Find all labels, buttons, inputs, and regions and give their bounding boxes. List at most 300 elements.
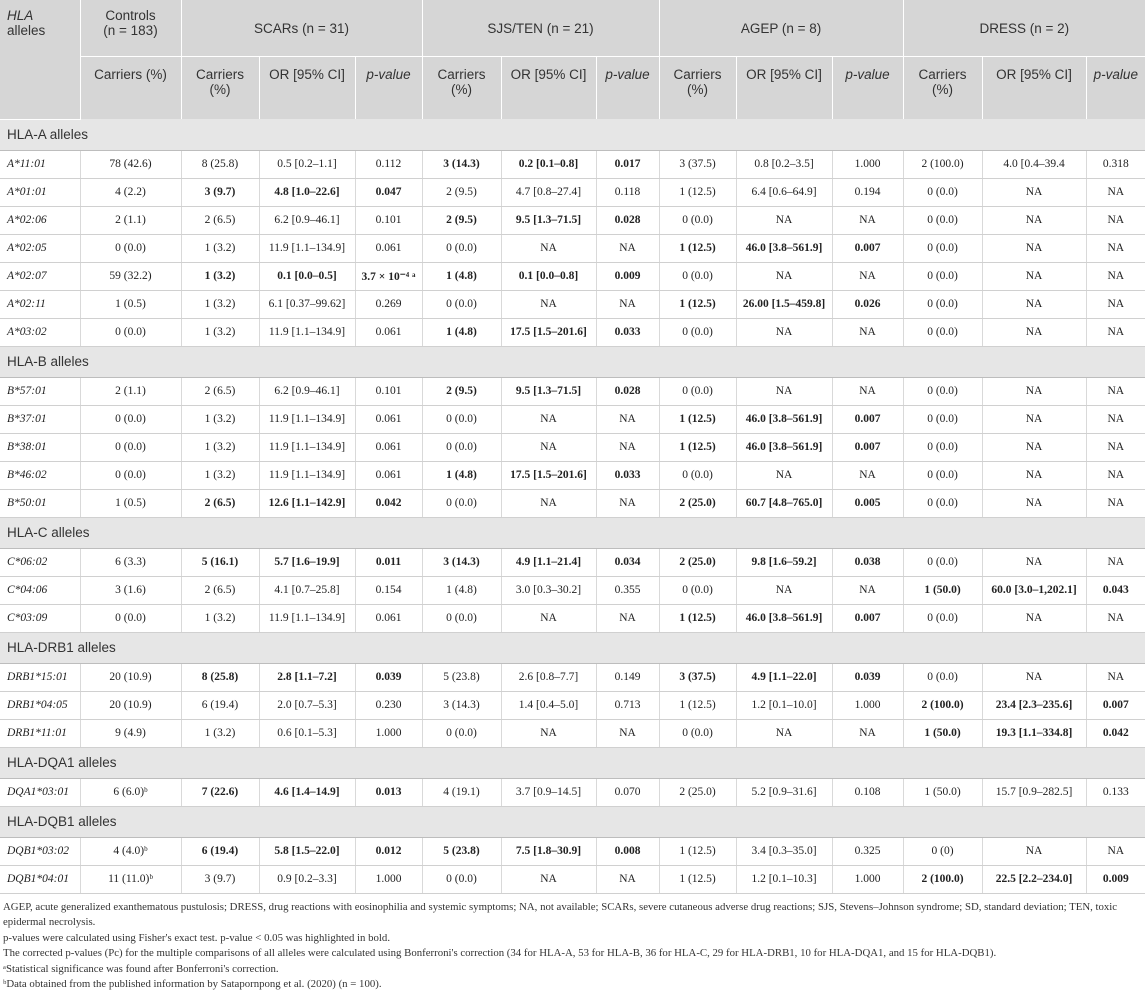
table-cell: 0 (0.0) bbox=[422, 719, 501, 747]
table-cell: 2 (1.1) bbox=[80, 206, 181, 234]
table-cell: NA bbox=[832, 206, 903, 234]
table-cell: 0.061 bbox=[355, 318, 422, 346]
table-cell: 2 (25.0) bbox=[659, 778, 736, 806]
table-cell: 1 (0.5) bbox=[80, 489, 181, 517]
allele-name-cell: B*57:01 bbox=[0, 377, 80, 405]
table-cell: NA bbox=[982, 489, 1086, 517]
table-cell: 0.318 bbox=[1086, 150, 1145, 178]
table-cell: 0.1 [0.0–0.5] bbox=[259, 262, 355, 290]
table-cell: 0.012 bbox=[355, 837, 422, 865]
table-cell: NA bbox=[982, 178, 1086, 206]
table-cell: NA bbox=[1086, 234, 1145, 262]
table-footnotes bbox=[0, 894, 1145, 993]
allele-name-cell: A*02:07 bbox=[0, 262, 80, 290]
allele-group-title: HLA-DQA1 alleles bbox=[0, 747, 1145, 778]
table-cell: 5.8 [1.5–22.0] bbox=[259, 837, 355, 865]
table-cell: 0 (0.0) bbox=[422, 433, 501, 461]
table-cell: 11.9 [1.1–134.9] bbox=[259, 405, 355, 433]
table-cell: 0.028 bbox=[596, 206, 659, 234]
table-cell: 60.0 [3.0–1,202.1] bbox=[982, 576, 1086, 604]
table-cell: 11.9 [1.1–134.9] bbox=[259, 461, 355, 489]
table-cell: NA bbox=[596, 433, 659, 461]
table-cell: 17.5 [1.5–201.6] bbox=[501, 461, 596, 489]
table-cell: 0 (0.0) bbox=[903, 604, 982, 632]
table-cell: NA bbox=[982, 206, 1086, 234]
table-cell: 1 (3.2) bbox=[181, 604, 259, 632]
allele-group-row bbox=[0, 806, 1145, 837]
table-cell: 0.061 bbox=[355, 234, 422, 262]
allele-group-row bbox=[0, 346, 1145, 377]
allele-name-cell: B*38:01 bbox=[0, 433, 80, 461]
table-cell: 2 (100.0) bbox=[903, 865, 982, 893]
table-cell: NA bbox=[982, 234, 1086, 262]
controls-label: Controls bbox=[105, 8, 156, 23]
table-row bbox=[0, 150, 1145, 178]
table-cell: 0 (0.0) bbox=[903, 178, 982, 206]
table-cell: 2 (9.5) bbox=[422, 377, 501, 405]
table-cell: 11.9 [1.1–134.9] bbox=[259, 318, 355, 346]
table-cell: 1.000 bbox=[355, 865, 422, 893]
table-cell: 4.0 [0.4–39.4 bbox=[982, 150, 1086, 178]
table-cell: 0.194 bbox=[832, 178, 903, 206]
table-cell: 20 (10.9) bbox=[80, 691, 181, 719]
subheader-carriers: Carriers (%) bbox=[80, 57, 181, 120]
table-cell: NA bbox=[596, 604, 659, 632]
table-row bbox=[0, 290, 1145, 318]
table-cell: NA bbox=[832, 719, 903, 747]
allele-name-cell: B*50:01 bbox=[0, 489, 80, 517]
table-cell: NA bbox=[982, 318, 1086, 346]
table-cell: 0 (0.0) bbox=[422, 290, 501, 318]
table-cell: 5 (23.8) bbox=[422, 837, 501, 865]
table-cell: 0.2 [0.1–0.8] bbox=[501, 150, 596, 178]
table-cell: 78 (42.6) bbox=[80, 150, 181, 178]
allele-group-row bbox=[0, 119, 1145, 150]
table-cell: 0.047 bbox=[355, 178, 422, 206]
group-header-dress bbox=[903, 0, 1145, 57]
table-cell: 1 (12.5) bbox=[659, 865, 736, 893]
table-cell: 0.8 [0.2–3.5] bbox=[736, 150, 832, 178]
table-cell: 9.8 [1.6–59.2] bbox=[736, 548, 832, 576]
table-cell: 0.008 bbox=[596, 837, 659, 865]
table-cell: 0 (0.0) bbox=[422, 489, 501, 517]
table-cell: NA bbox=[736, 719, 832, 747]
table-cell: 0 (0.0) bbox=[422, 234, 501, 262]
table-cell: 0 (0.0) bbox=[659, 206, 736, 234]
table-cell: 3.7 × 10⁻⁴ ᵃ bbox=[355, 262, 422, 290]
table-cell: 1.000 bbox=[355, 719, 422, 747]
table-cell: NA bbox=[736, 377, 832, 405]
table-cell: 0 (0.0) bbox=[903, 663, 982, 691]
table-cell: 3 (1.6) bbox=[80, 576, 181, 604]
table-cell: 8 (25.8) bbox=[181, 150, 259, 178]
table-cell: 1 (12.5) bbox=[659, 604, 736, 632]
table-cell: NA bbox=[982, 548, 1086, 576]
table-cell: NA bbox=[736, 461, 832, 489]
subheader-carriers: Carriers (%) bbox=[659, 57, 736, 120]
subheader-pvalue: p-value bbox=[596, 57, 659, 120]
table-cell: 3 (37.5) bbox=[659, 150, 736, 178]
table-cell: 11 (11.0)ᵇ bbox=[80, 865, 181, 893]
subheader-pvalue: p-value bbox=[832, 57, 903, 120]
table-cell: 6 (6.0)ᵇ bbox=[80, 778, 181, 806]
table-cell: 2 (25.0) bbox=[659, 548, 736, 576]
table-cell: NA bbox=[1086, 290, 1145, 318]
footnote-b: ᵇData obtained from the published information by Satapornpong et al. (2020) (n = 100). bbox=[3, 978, 382, 990]
table-cell: 22.5 [2.2–234.0] bbox=[982, 865, 1086, 893]
table-cell: NA bbox=[1086, 318, 1145, 346]
table-cell: 0.061 bbox=[355, 604, 422, 632]
table-cell: NA bbox=[501, 405, 596, 433]
table-cell: 0 (0.0) bbox=[659, 576, 736, 604]
table-row bbox=[0, 206, 1145, 234]
table-cell: 3 (37.5) bbox=[659, 663, 736, 691]
table-cell: 1 (4.8) bbox=[422, 262, 501, 290]
allele-name-cell: A*03:02 bbox=[0, 318, 80, 346]
table-cell: NA bbox=[982, 405, 1086, 433]
subheader-carriers: Carriers (%) bbox=[181, 57, 259, 120]
table-cell: NA bbox=[501, 719, 596, 747]
controls-n: (n = 183) bbox=[103, 23, 158, 38]
table-cell: 1.4 [0.4–5.0] bbox=[501, 691, 596, 719]
table-cell: NA bbox=[982, 461, 1086, 489]
table-cell: 2 (6.5) bbox=[181, 489, 259, 517]
table-cell: NA bbox=[1086, 262, 1145, 290]
table-cell: NA bbox=[1086, 178, 1145, 206]
table-cell: 0.007 bbox=[1086, 691, 1145, 719]
table-row bbox=[0, 865, 1145, 893]
table-cell: 4.9 [1.1–21.4] bbox=[501, 548, 596, 576]
table-body bbox=[0, 119, 1145, 893]
table-cell: 2 (1.1) bbox=[80, 377, 181, 405]
allele-group-title: HLA-DRB1 alleles bbox=[0, 632, 1145, 663]
table-cell: 1 (50.0) bbox=[903, 778, 982, 806]
table-cell: 0.9 [0.2–3.3] bbox=[259, 865, 355, 893]
table-cell: 0.005 bbox=[832, 489, 903, 517]
table-cell: NA bbox=[596, 405, 659, 433]
allele-group-row bbox=[0, 632, 1145, 663]
subheader-or: OR [95% CI] bbox=[736, 57, 832, 120]
table-cell: 0.1 [0.0–0.8] bbox=[501, 262, 596, 290]
allele-name-cell: B*37:01 bbox=[0, 405, 80, 433]
table-cell: 4.9 [1.1–22.0] bbox=[736, 663, 832, 691]
table-cell: 5.2 [0.9–31.6] bbox=[736, 778, 832, 806]
table-cell: 0.043 bbox=[1086, 576, 1145, 604]
table-cell: 0 (0) bbox=[903, 837, 982, 865]
table-cell: 9.5 [1.3–71.5] bbox=[501, 206, 596, 234]
table-cell: 0.033 bbox=[596, 318, 659, 346]
table-cell: 3.0 [0.3–30.2] bbox=[501, 576, 596, 604]
table-cell: 0.149 bbox=[596, 663, 659, 691]
table-cell: NA bbox=[982, 663, 1086, 691]
allele-name-cell: DQB1*03:02 bbox=[0, 837, 80, 865]
table-cell: 0.061 bbox=[355, 461, 422, 489]
group-header-n: (n = 8) bbox=[781, 20, 822, 36]
table-cell: 0.007 bbox=[832, 604, 903, 632]
table-cell: 1 (4.8) bbox=[422, 576, 501, 604]
table-cell: 1 (4.8) bbox=[422, 318, 501, 346]
table-cell: 0.042 bbox=[1086, 719, 1145, 747]
table-cell: 12.6 [1.1–142.9] bbox=[259, 489, 355, 517]
table-cell: 0.133 bbox=[1086, 778, 1145, 806]
subheader-or: OR [95% CI] bbox=[259, 57, 355, 120]
table-cell: NA bbox=[982, 604, 1086, 632]
table-cell: 0.269 bbox=[355, 290, 422, 318]
allele-name-cell: A*02:06 bbox=[0, 206, 80, 234]
table-cell: NA bbox=[596, 865, 659, 893]
table-cell: 3.7 [0.9–14.5] bbox=[501, 778, 596, 806]
table-cell: 0.039 bbox=[832, 663, 903, 691]
table-cell: NA bbox=[832, 262, 903, 290]
table-cell: 0.017 bbox=[596, 150, 659, 178]
table-cell: 1 (12.5) bbox=[659, 290, 736, 318]
table-cell: 4.1 [0.7–25.8] bbox=[259, 576, 355, 604]
table-row bbox=[0, 234, 1145, 262]
table-cell: NA bbox=[832, 377, 903, 405]
table-cell: 1 (12.5) bbox=[659, 837, 736, 865]
subheader-carriers: Carriers (%) bbox=[422, 57, 501, 120]
allele-name-cell: DRB1*04:05 bbox=[0, 691, 80, 719]
table-cell: 11.9 [1.1–134.9] bbox=[259, 604, 355, 632]
table-cell: 0.101 bbox=[355, 377, 422, 405]
table-cell: NA bbox=[736, 262, 832, 290]
table-cell: 4 (19.1) bbox=[422, 778, 501, 806]
allele-group-title: HLA-A alleles bbox=[0, 119, 1145, 150]
allele-name-cell: DQB1*04:01 bbox=[0, 865, 80, 893]
group-header-n: (n = 2) bbox=[1029, 20, 1070, 36]
table-cell: 0.026 bbox=[832, 290, 903, 318]
table-cell: 6 (3.3) bbox=[80, 548, 181, 576]
table-cell: 0.713 bbox=[596, 691, 659, 719]
table-cell: 7 (22.6) bbox=[181, 778, 259, 806]
table-cell: 5.7 [1.6–19.9] bbox=[259, 548, 355, 576]
table-cell: 0.038 bbox=[832, 548, 903, 576]
allele-group-row bbox=[0, 747, 1145, 778]
table-cell: 9.5 [1.3–71.5] bbox=[501, 377, 596, 405]
table-cell: NA bbox=[501, 604, 596, 632]
table-cell: NA bbox=[1086, 433, 1145, 461]
table-cell: NA bbox=[501, 433, 596, 461]
table-cell: 1 (3.2) bbox=[181, 433, 259, 461]
table-cell: 4.6 [1.4–14.9] bbox=[259, 778, 355, 806]
allele-name-cell: DQA1*03:01 bbox=[0, 778, 80, 806]
table-cell: NA bbox=[736, 318, 832, 346]
controls-header bbox=[80, 0, 181, 57]
table-cell: 0 (0.0) bbox=[80, 604, 181, 632]
table-cell: 0.009 bbox=[1086, 865, 1145, 893]
table-cell: 0 (0.0) bbox=[659, 461, 736, 489]
table-cell: 4.8 [1.0–22.6] bbox=[259, 178, 355, 206]
table-cell: 46.0 [3.8–561.9] bbox=[736, 405, 832, 433]
table-cell: 0.355 bbox=[596, 576, 659, 604]
footnote-abbreviations: AGEP, acute generalized exanthematous pustulosis; DRESS, drug reactions with eosinophilia and systemic symptoms; NA, not available; SCARs, severe cutaneous adverse drug reactions; SJS, Stevens–Johnson syndrome; SD, standard deviation; TEN, toxic epidermal necrolysis. bbox=[3, 900, 1118, 928]
table-cell: 2.6 [0.8–7.7] bbox=[501, 663, 596, 691]
table-cell: 1 (12.5) bbox=[659, 234, 736, 262]
table-cell: 20 (10.9) bbox=[80, 663, 181, 691]
table-cell: 0.325 bbox=[832, 837, 903, 865]
table-cell: NA bbox=[1086, 206, 1145, 234]
table-cell: 0.007 bbox=[832, 433, 903, 461]
table-cell: 0.154 bbox=[355, 576, 422, 604]
footnote-a: ᵃStatistical significance was found after Bonferroni's correction. bbox=[3, 962, 279, 975]
table-cell: 0.112 bbox=[355, 150, 422, 178]
table-row bbox=[0, 262, 1145, 290]
table-row bbox=[0, 778, 1145, 806]
table-row bbox=[0, 548, 1145, 576]
allele-name-cell: A*11:01 bbox=[0, 150, 80, 178]
table-cell: 1.000 bbox=[832, 865, 903, 893]
table-cell: NA bbox=[982, 262, 1086, 290]
table-cell: 4.7 [0.8–27.4] bbox=[501, 178, 596, 206]
table-cell: 2 (6.5) bbox=[181, 576, 259, 604]
table-cell: 0.061 bbox=[355, 405, 422, 433]
table-cell: 1 (3.2) bbox=[181, 719, 259, 747]
group-header-label: SJS/TEN bbox=[487, 20, 543, 36]
table-row bbox=[0, 663, 1145, 691]
table-cell: NA bbox=[501, 489, 596, 517]
table-cell: 0 (0.0) bbox=[903, 262, 982, 290]
table-cell: 0.028 bbox=[596, 377, 659, 405]
table-cell: 6 (19.4) bbox=[181, 691, 259, 719]
table-cell: 0 (0.0) bbox=[422, 604, 501, 632]
allele-group-title: HLA-C alleles bbox=[0, 517, 1145, 548]
table-cell: 0.011 bbox=[355, 548, 422, 576]
table-cell: 4 (4.0)ᵇ bbox=[80, 837, 181, 865]
group-header-n: (n = 21) bbox=[546, 20, 594, 36]
table-cell: 0.5 [0.2–1.1] bbox=[259, 150, 355, 178]
table-cell: 0 (0.0) bbox=[903, 318, 982, 346]
table-cell: 2 (100.0) bbox=[903, 691, 982, 719]
allele-group-row bbox=[0, 517, 1145, 548]
table-cell: NA bbox=[1086, 377, 1145, 405]
table-cell: 1.2 [0.1–10.3] bbox=[736, 865, 832, 893]
table-cell: NA bbox=[1086, 548, 1145, 576]
subheader-pvalue: p-value bbox=[355, 57, 422, 120]
table-cell: NA bbox=[501, 865, 596, 893]
table-cell: 46.0 [3.8–561.9] bbox=[736, 234, 832, 262]
table-cell: 0 (0.0) bbox=[80, 234, 181, 262]
table-cell: 9 (4.9) bbox=[80, 719, 181, 747]
allele-name-cell: A*02:11 bbox=[0, 290, 80, 318]
table-row bbox=[0, 576, 1145, 604]
table-cell: 2 (6.5) bbox=[181, 377, 259, 405]
group-header-agep bbox=[659, 0, 903, 57]
table-cell: 1 (0.5) bbox=[80, 290, 181, 318]
table-row bbox=[0, 178, 1145, 206]
table-cell: NA bbox=[832, 576, 903, 604]
table-cell: 2.0 [0.7–5.3] bbox=[259, 691, 355, 719]
table-cell: NA bbox=[596, 489, 659, 517]
table-row bbox=[0, 489, 1145, 517]
table-cell: NA bbox=[982, 433, 1086, 461]
group-header-scars bbox=[181, 0, 422, 57]
subheader-pvalue: p-value bbox=[1086, 57, 1145, 120]
table-cell: NA bbox=[501, 234, 596, 262]
table-row bbox=[0, 604, 1145, 632]
table-cell: 1 (3.2) bbox=[181, 461, 259, 489]
table-cell: 1.2 [0.1–10.0] bbox=[736, 691, 832, 719]
allele-name-cell: A*01:01 bbox=[0, 178, 80, 206]
table-cell: 0 (0.0) bbox=[903, 290, 982, 318]
table-cell: 6 (19.4) bbox=[181, 837, 259, 865]
table-cell: 0.108 bbox=[832, 778, 903, 806]
table-cell: NA bbox=[832, 318, 903, 346]
table-cell: 1 (12.5) bbox=[659, 178, 736, 206]
subheader-carriers: Carriers (%) bbox=[903, 57, 982, 120]
table-cell: NA bbox=[736, 576, 832, 604]
table-cell: 0 (0.0) bbox=[80, 405, 181, 433]
table-cell: 3 (14.3) bbox=[422, 150, 501, 178]
allele-name-cell: A*02:05 bbox=[0, 234, 80, 262]
table-cell: 0.042 bbox=[355, 489, 422, 517]
table-cell: 2 (100.0) bbox=[903, 150, 982, 178]
table-cell: 0 (0.0) bbox=[903, 234, 982, 262]
allele-name-cell: B*46:02 bbox=[0, 461, 80, 489]
table-cell: 1.000 bbox=[832, 691, 903, 719]
table-cell: 0.007 bbox=[832, 405, 903, 433]
table-cell: 0 (0.0) bbox=[659, 719, 736, 747]
table-cell: NA bbox=[736, 206, 832, 234]
table-cell: 17.5 [1.5–201.6] bbox=[501, 318, 596, 346]
table-cell: NA bbox=[596, 719, 659, 747]
footnote-bonferroni: The corrected p-values (Pc) for the multiple comparisons of all alleles were calculated using Bonferroni's correction (34 for HLA-A, 53 for HLA-B, 36 for HLA-C, 29 for HLA-DRB1, 10 for HLA-DQA1, and 15 for HLA-DQB1). bbox=[3, 947, 997, 959]
table-cell: 1 (12.5) bbox=[659, 433, 736, 461]
table-cell: 3 (9.7) bbox=[181, 865, 259, 893]
table-cell: 11.9 [1.1–134.9] bbox=[259, 234, 355, 262]
table-cell: 0.230 bbox=[355, 691, 422, 719]
table-cell: 0.118 bbox=[596, 178, 659, 206]
table-cell: 3.4 [0.3–35.0] bbox=[736, 837, 832, 865]
table-cell: NA bbox=[596, 290, 659, 318]
subheader-or: OR [95% CI] bbox=[982, 57, 1086, 120]
table-cell: NA bbox=[982, 290, 1086, 318]
table-row bbox=[0, 405, 1145, 433]
table-cell: NA bbox=[1086, 405, 1145, 433]
table-cell: 6.4 [0.6–64.9] bbox=[736, 178, 832, 206]
table-cell: 0.009 bbox=[596, 262, 659, 290]
table-cell: 4 (2.2) bbox=[80, 178, 181, 206]
table-cell: 0 (0.0) bbox=[80, 318, 181, 346]
table-cell: NA bbox=[501, 290, 596, 318]
table-row bbox=[0, 461, 1145, 489]
table-cell: 1 (50.0) bbox=[903, 719, 982, 747]
allele-name-cell: DRB1*15:01 bbox=[0, 663, 80, 691]
table-cell: 0 (0.0) bbox=[80, 461, 181, 489]
table-cell: NA bbox=[1086, 604, 1145, 632]
subheader-or: OR [95% CI] bbox=[501, 57, 596, 120]
table-cell: NA bbox=[596, 234, 659, 262]
table-cell: 0 (0.0) bbox=[659, 262, 736, 290]
table-cell: 6.2 [0.9–46.1] bbox=[259, 377, 355, 405]
table-cell: 0 (0.0) bbox=[903, 405, 982, 433]
table-cell: 15.7 [0.9–282.5] bbox=[982, 778, 1086, 806]
table-cell: 2 (6.5) bbox=[181, 206, 259, 234]
table-cell: 7.5 [1.8–30.9] bbox=[501, 837, 596, 865]
table-cell: 0 (0.0) bbox=[422, 865, 501, 893]
table-cell: 1 (3.2) bbox=[181, 318, 259, 346]
allele-name-cell: C*04:06 bbox=[0, 576, 80, 604]
table-cell: 0.013 bbox=[355, 778, 422, 806]
table-row bbox=[0, 377, 1145, 405]
table-cell: 0.6 [0.1–5.3] bbox=[259, 719, 355, 747]
table-row bbox=[0, 318, 1145, 346]
table-cell: 46.0 [3.8–561.9] bbox=[736, 433, 832, 461]
footnote-fisher: p-values were calculated using Fisher's exact test. p-value < 0.05 was highlighted in bold. bbox=[3, 931, 391, 944]
table-cell: 0.033 bbox=[596, 461, 659, 489]
table-cell: NA bbox=[1086, 663, 1145, 691]
table-cell: NA bbox=[1086, 461, 1145, 489]
table-cell: 0.039 bbox=[355, 663, 422, 691]
